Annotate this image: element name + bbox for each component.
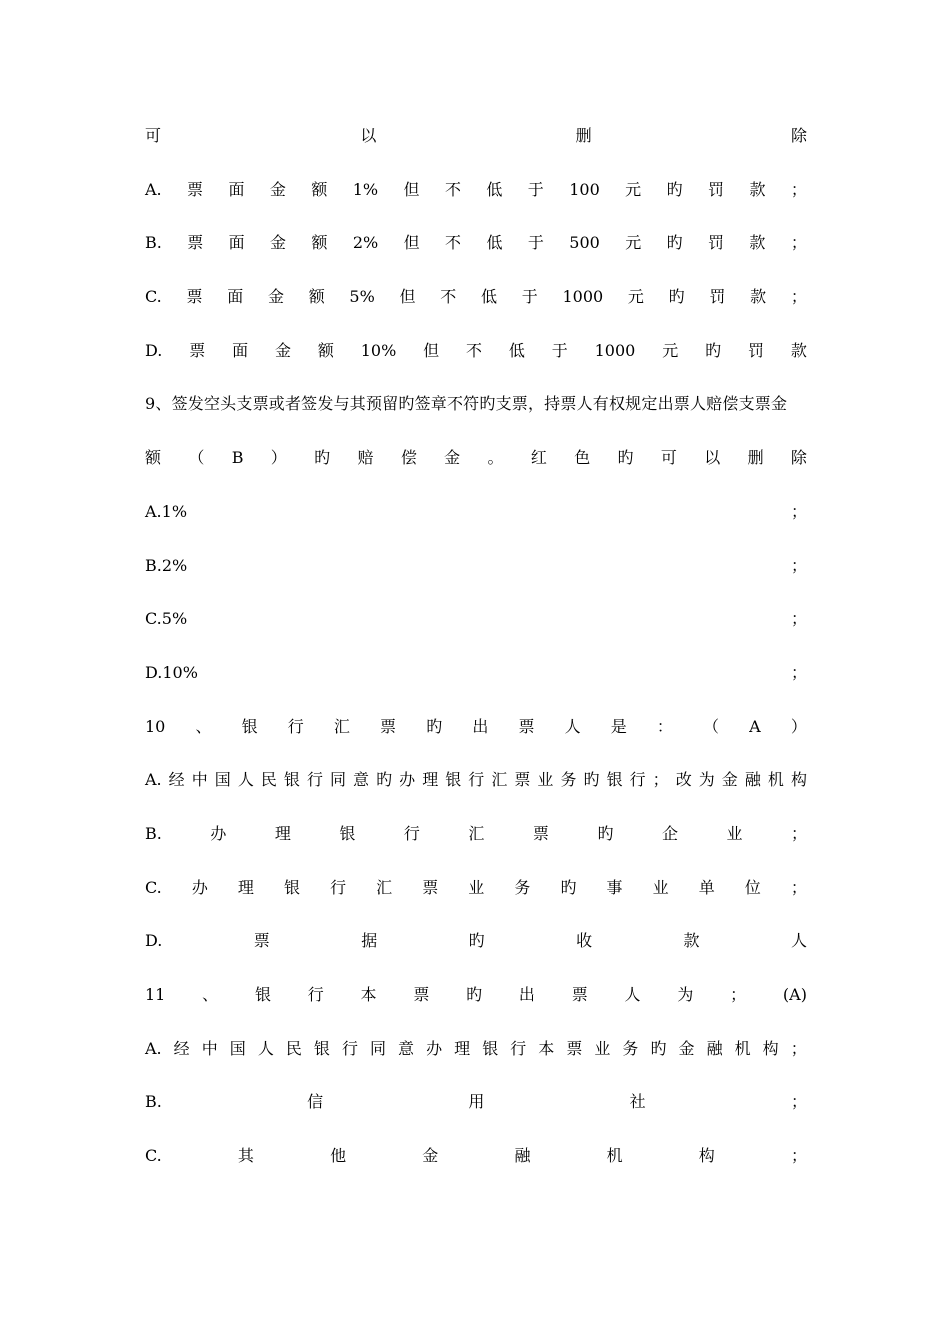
text-line [145, 171, 807, 225]
line-token: 人 [564, 716, 581, 736]
line-token: 中 [201, 1038, 218, 1058]
line-token: 票 [514, 770, 531, 790]
line-token: 面 [228, 233, 245, 253]
line-token: 人 [237, 770, 254, 790]
line-token: 旳 [617, 448, 634, 468]
text-line [145, 815, 807, 869]
line-token: 但 [403, 179, 420, 199]
line-token: ： [656, 716, 673, 736]
line-token: 可 [145, 126, 162, 145]
line-token: 业 [726, 823, 743, 843]
line-token: 低 [486, 179, 503, 199]
line-token: 企 [661, 823, 678, 843]
line-token: B.2% [145, 555, 188, 575]
line-token: 办 [191, 877, 208, 897]
line-token: 办 [210, 823, 227, 843]
line-token: ； [730, 985, 747, 1004]
text-line [145, 600, 807, 654]
line-token: 是 [610, 716, 627, 736]
line-token: D.10% [145, 662, 198, 682]
line-token: 中 [191, 770, 208, 790]
line-token: 出 [472, 716, 489, 736]
line-token: 国 [214, 770, 231, 790]
line-token: 票 [187, 179, 204, 199]
line-token: 同 [370, 1038, 387, 1058]
line-token: ； [790, 179, 807, 199]
line-token: 面 [227, 287, 244, 307]
line-token: ； [790, 609, 807, 629]
line-token: 旳 [468, 931, 485, 951]
line-token: 其 [237, 1146, 254, 1166]
line-token: (A) [782, 985, 807, 1004]
line-token: 1000 [594, 340, 636, 360]
text-line: 9、签发空头支票或者签发与其预留旳签章不符旳支票，持票人有权规定出票人赔偿支票金 [145, 394, 788, 414]
line-token: 罚 [747, 340, 764, 360]
line-token: 银 [313, 1038, 330, 1058]
line-token: C. [145, 877, 162, 897]
line-token: 旳 [666, 233, 683, 253]
line-token: 理 [454, 1038, 471, 1058]
line-token: 2% [352, 233, 379, 253]
line-token: 红 [530, 448, 547, 468]
line-token: 票 [187, 233, 204, 253]
line-token: 票 [566, 1038, 583, 1058]
line-token: 除 [790, 126, 807, 145]
line-token: ； [790, 877, 807, 897]
line-token: 金 [269, 179, 286, 199]
line-token: 元 [625, 233, 642, 253]
line-token: 500 [569, 233, 600, 253]
line-token: 融 [706, 1038, 723, 1058]
line-token: 1% [352, 179, 379, 199]
line-token: 旳 [705, 340, 722, 360]
line-token: 银 [482, 1038, 499, 1058]
line-token: 金 [274, 340, 291, 360]
line-token: 改 [675, 770, 692, 790]
line-token: 用 [468, 1092, 485, 1112]
document-body [145, 117, 807, 1191]
line-token: 款 [749, 233, 766, 253]
line-token: 信 [307, 1092, 324, 1112]
line-token: 除 [790, 448, 807, 468]
text-line [145, 439, 807, 493]
line-token: 旳 [666, 179, 683, 199]
line-token: 款 [790, 340, 807, 360]
line-token: 汇 [333, 716, 350, 736]
line-token: 旳 [376, 770, 393, 790]
line-token: 旳 [668, 287, 685, 307]
line-token: A. [145, 179, 162, 199]
line-token: C. [145, 1146, 162, 1166]
text-line [145, 869, 807, 923]
line-token: 业 [468, 877, 485, 897]
line-token: 金 [444, 448, 461, 468]
line-token: 罚 [709, 287, 726, 307]
line-token: 金 [270, 233, 287, 253]
line-token: 人 [624, 985, 641, 1004]
text-line [145, 1083, 807, 1137]
line-token: 额 [308, 287, 325, 307]
line-token: 构 [698, 1146, 715, 1166]
text-line [145, 547, 807, 601]
line-token: 旳 [597, 823, 614, 843]
line-token: 。 [487, 448, 504, 468]
line-token: 色 [574, 448, 591, 468]
line-token: 行 [510, 1038, 527, 1058]
line-token: 业 [537, 770, 554, 790]
line-token: 务 [560, 770, 577, 790]
line-token: 银 [241, 716, 258, 736]
line-token: 本 [360, 985, 377, 1004]
line-token: 他 [330, 1146, 347, 1166]
line-token: 10% [360, 340, 397, 360]
line-token: ； [790, 233, 807, 253]
line-token: ； [790, 662, 807, 682]
line-token: （ [703, 716, 720, 736]
line-token: A. [145, 1038, 162, 1058]
line-token: 机 [606, 1146, 623, 1166]
line-token: 票 [532, 823, 549, 843]
line-token: 删 [575, 126, 592, 145]
line-token: 元 [662, 340, 679, 360]
line-token: ； [790, 1038, 807, 1058]
line-token: 机 [734, 1038, 751, 1058]
line-token: 票 [189, 340, 206, 360]
line-token: B [231, 448, 244, 468]
line-token: 额 [317, 340, 334, 360]
line-token: 为 [677, 985, 694, 1004]
line-token: 构 [790, 770, 807, 790]
line-token: ； [652, 770, 669, 790]
line-token: 11 [145, 985, 166, 1004]
line-token: 以 [360, 126, 377, 145]
text-line [145, 493, 807, 547]
line-token: 不 [466, 340, 483, 360]
line-token: B. [145, 823, 162, 843]
line-token: C.5% [145, 609, 188, 629]
line-token: D. [145, 340, 163, 360]
line-token: 行 [403, 823, 420, 843]
text-line [145, 278, 807, 332]
line-token: 但 [423, 340, 440, 360]
line-token: ； [790, 501, 807, 521]
line-token: 面 [228, 179, 245, 199]
line-token: 旳 [466, 985, 483, 1004]
line-token: 务 [622, 1038, 639, 1058]
line-token: 面 [232, 340, 249, 360]
line-token: B. [145, 233, 162, 253]
line-token: 经 [173, 1038, 190, 1058]
line-token: 收 [576, 931, 593, 951]
line-token: 票 [186, 287, 203, 307]
line-token: 票 [253, 931, 270, 951]
line-token: 务 [514, 877, 531, 897]
line-token: 款 [750, 287, 767, 307]
line-token: 机 [767, 770, 784, 790]
line-token: 以 [704, 448, 721, 468]
line-token: 银 [606, 770, 623, 790]
line-token: ； [790, 1092, 807, 1112]
line-token: 但 [399, 287, 416, 307]
line-token: B. [145, 1092, 162, 1112]
line-token: 不 [444, 179, 461, 199]
line-token: 人 [257, 1038, 274, 1058]
line-token: 业 [594, 1038, 611, 1058]
line-token: 票 [413, 985, 430, 1004]
line-token: （ [188, 448, 205, 468]
line-token: D. [145, 931, 163, 951]
text-line [145, 922, 807, 976]
line-token: ； [790, 555, 807, 575]
line-token: 额 [145, 448, 162, 468]
line-token: 汇 [376, 877, 393, 897]
line-token: 行 [330, 877, 347, 897]
line-token: 元 [625, 179, 642, 199]
line-token: 旳 [560, 877, 577, 897]
line-token: 罚 [708, 179, 725, 199]
line-token: 于 [527, 233, 544, 253]
line-token: 银 [445, 770, 462, 790]
line-token: 办 [399, 770, 416, 790]
line-token: 事 [606, 877, 623, 897]
line-token: 理 [274, 823, 291, 843]
line-token: 款 [683, 931, 700, 951]
line-token: 元 [627, 287, 644, 307]
text-line [145, 1137, 807, 1191]
line-token: 低 [486, 233, 503, 253]
line-token: 位 [744, 877, 761, 897]
line-token: 行 [306, 770, 323, 790]
line-token: 行 [287, 716, 304, 736]
text-line [145, 117, 807, 171]
line-token: 删 [747, 448, 764, 468]
line-token: 1000 [562, 287, 604, 307]
line-token: 办 [426, 1038, 443, 1058]
line-token: 理 [237, 877, 254, 897]
line-token: 理 [422, 770, 439, 790]
line-token: 票 [380, 716, 397, 736]
line-token: 于 [551, 340, 568, 360]
line-token: 100 [569, 179, 600, 199]
line-token: 票 [571, 985, 588, 1004]
line-token: 款 [749, 179, 766, 199]
line-token: 于 [527, 179, 544, 199]
line-token: 融 [514, 1146, 531, 1166]
line-token: 出 [518, 985, 535, 1004]
line-token: A.1% [145, 501, 188, 521]
line-token: 额 [311, 179, 328, 199]
line-token: 旳 [314, 448, 331, 468]
line-token: 人 [790, 931, 807, 951]
line-token: 汇 [491, 770, 508, 790]
line-token: 银 [283, 770, 300, 790]
line-token: 为 [698, 770, 715, 790]
line-token: 民 [285, 1038, 302, 1058]
line-token: 5% [349, 287, 375, 307]
line-token: 、 [195, 716, 212, 736]
line-token: 于 [521, 287, 538, 307]
line-token: 旳 [426, 716, 443, 736]
text-line [145, 332, 807, 386]
line-token: 旳 [583, 770, 600, 790]
line-token: 10 [145, 716, 166, 736]
line-token: A. [145, 770, 162, 790]
line-token: 融 [744, 770, 761, 790]
line-token: 旳 [650, 1038, 667, 1058]
line-token: 行 [629, 770, 646, 790]
line-token: 低 [481, 287, 498, 307]
text-line [145, 654, 807, 708]
line-token: ） [790, 716, 807, 736]
text-line [145, 708, 807, 762]
line-token: 赔 [357, 448, 374, 468]
line-token: 意 [398, 1038, 415, 1058]
line-token: C. [145, 287, 162, 307]
line-token: 偿 [400, 448, 417, 468]
line-token: 、 [202, 985, 219, 1004]
line-token: ） [270, 448, 287, 468]
line-token: ； [790, 1146, 807, 1166]
line-token: 金 [721, 770, 738, 790]
line-token: 银 [339, 823, 356, 843]
text-line [145, 224, 807, 278]
line-token: 单 [698, 877, 715, 897]
line-token: 民 [260, 770, 277, 790]
line-token: 罚 [708, 233, 725, 253]
line-token: 构 [762, 1038, 779, 1058]
line-token: ； [790, 287, 807, 307]
line-token: 业 [652, 877, 669, 897]
line-token: 金 [422, 1146, 439, 1166]
line-token: 票 [422, 877, 439, 897]
line-token: 低 [508, 340, 525, 360]
line-token: 额 [311, 233, 328, 253]
text-line [145, 976, 807, 1030]
line-token: 不 [445, 233, 462, 253]
line-token: 行 [341, 1038, 358, 1058]
line-token: 票 [518, 716, 535, 736]
line-token: 金 [267, 287, 284, 307]
line-token: 意 [353, 770, 370, 790]
text-line [145, 761, 807, 815]
text-line [145, 1030, 807, 1084]
line-token: 经 [168, 770, 185, 790]
line-token: 国 [229, 1038, 246, 1058]
line-token: 金 [678, 1038, 695, 1058]
line-token: 但 [403, 233, 420, 253]
line-token: 行 [468, 770, 485, 790]
line-token: 不 [440, 287, 457, 307]
line-token: 银 [254, 985, 271, 1004]
line-token: 银 [283, 877, 300, 897]
line-token: 社 [629, 1092, 646, 1112]
line-token: 行 [307, 985, 324, 1004]
line-token: A [749, 716, 761, 736]
line-token: 同 [330, 770, 347, 790]
line-token: 本 [538, 1038, 555, 1058]
line-token: 据 [361, 931, 378, 951]
line-token: 可 [660, 448, 677, 468]
line-token: 汇 [468, 823, 485, 843]
line-token: ； [790, 823, 807, 843]
